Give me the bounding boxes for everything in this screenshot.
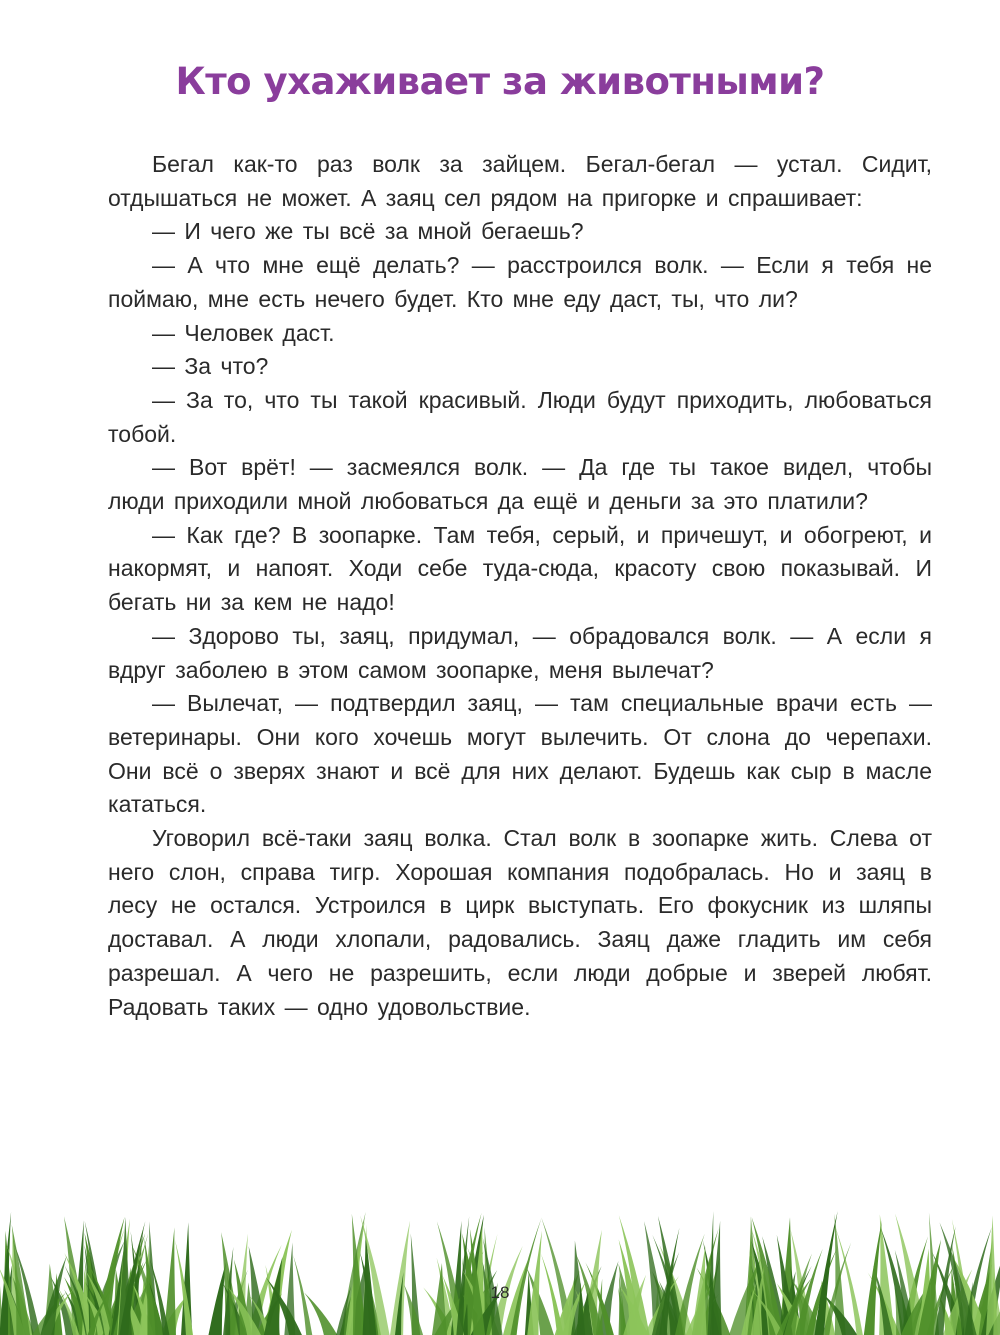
page-title: Кто ухаживает за животными? — [175, 60, 825, 103]
paragraph: — Здорово ты, заяц, придумал, — обрадовался волк. — А если я вдруг заболею в этом самом зоопарке, меня вылечат? — [108, 622, 932, 683]
paragraph: — Человек даст. — [152, 319, 335, 346]
paragraph: Бегал как-то раз волк за зайцем. Бегал-бегал — устал. Сидит, отдышаться не может. А заяц сел рядом на пригорке и спрашивает: — [108, 151, 932, 211]
paragraph: — Вот врёт! — засмеялся волк. — Да где ты такое видел, чтобы люди приходили мной любоваться да ещё и деньги за это платили? — [108, 454, 932, 515]
grass-blades — [0, 1211, 1000, 1335]
paragraph: — За то, что ты такой красивый. Люди будут приходить, любоваться тобой. — [108, 386, 932, 447]
paragraph: — Вылечат, — подтвердил заяц, — там специальные врачи есть — ветеринары. Они кого хочешь могут вылечить. От слона до черепахи. Они всё о зверях знают и всё для них делают. Будешь как сыр в масле кататься. — [108, 690, 932, 818]
paragraph: — За что? — [152, 353, 269, 380]
paragraph: Уговорил всё-таки заяц волка. Стал волк в зоопарке жить. Слева от него слон, справа тигр. Хорошая компания подобралась. Но и заяц в лесу не остался. Устроился в цирк выступать. Его фокусник из шляпы доставал. А люди хлопали, радовались. Заяц даже гладить им себя разрешал. А чего не разрешить, если люди добрые и зверей любят. Радовать таких — одно удовольствие. — [108, 825, 932, 1020]
paragraph: — А что мне ещё делать? — расстроился волк. — Если я тебя не поймаю, мне есть нечего будет. Кто мне еду даст, ты, что ли? — [108, 252, 932, 312]
story-text — [108, 148, 932, 1024]
page-number: 18 — [490, 1283, 510, 1302]
grass-illustration — [0, 1210, 1000, 1335]
paragraph: — И чего же ты всё за мной бегаешь? — [152, 218, 584, 245]
paragraph: — Как где? В зоопарке. Там тебя, серый, и причешут, и обогреют, и накормят, и напоят. Ходи себе туда-сюда, красоту свою показывай. И бегать ни за кем не надо! — [108, 521, 932, 616]
grass-blade — [864, 1220, 882, 1335]
